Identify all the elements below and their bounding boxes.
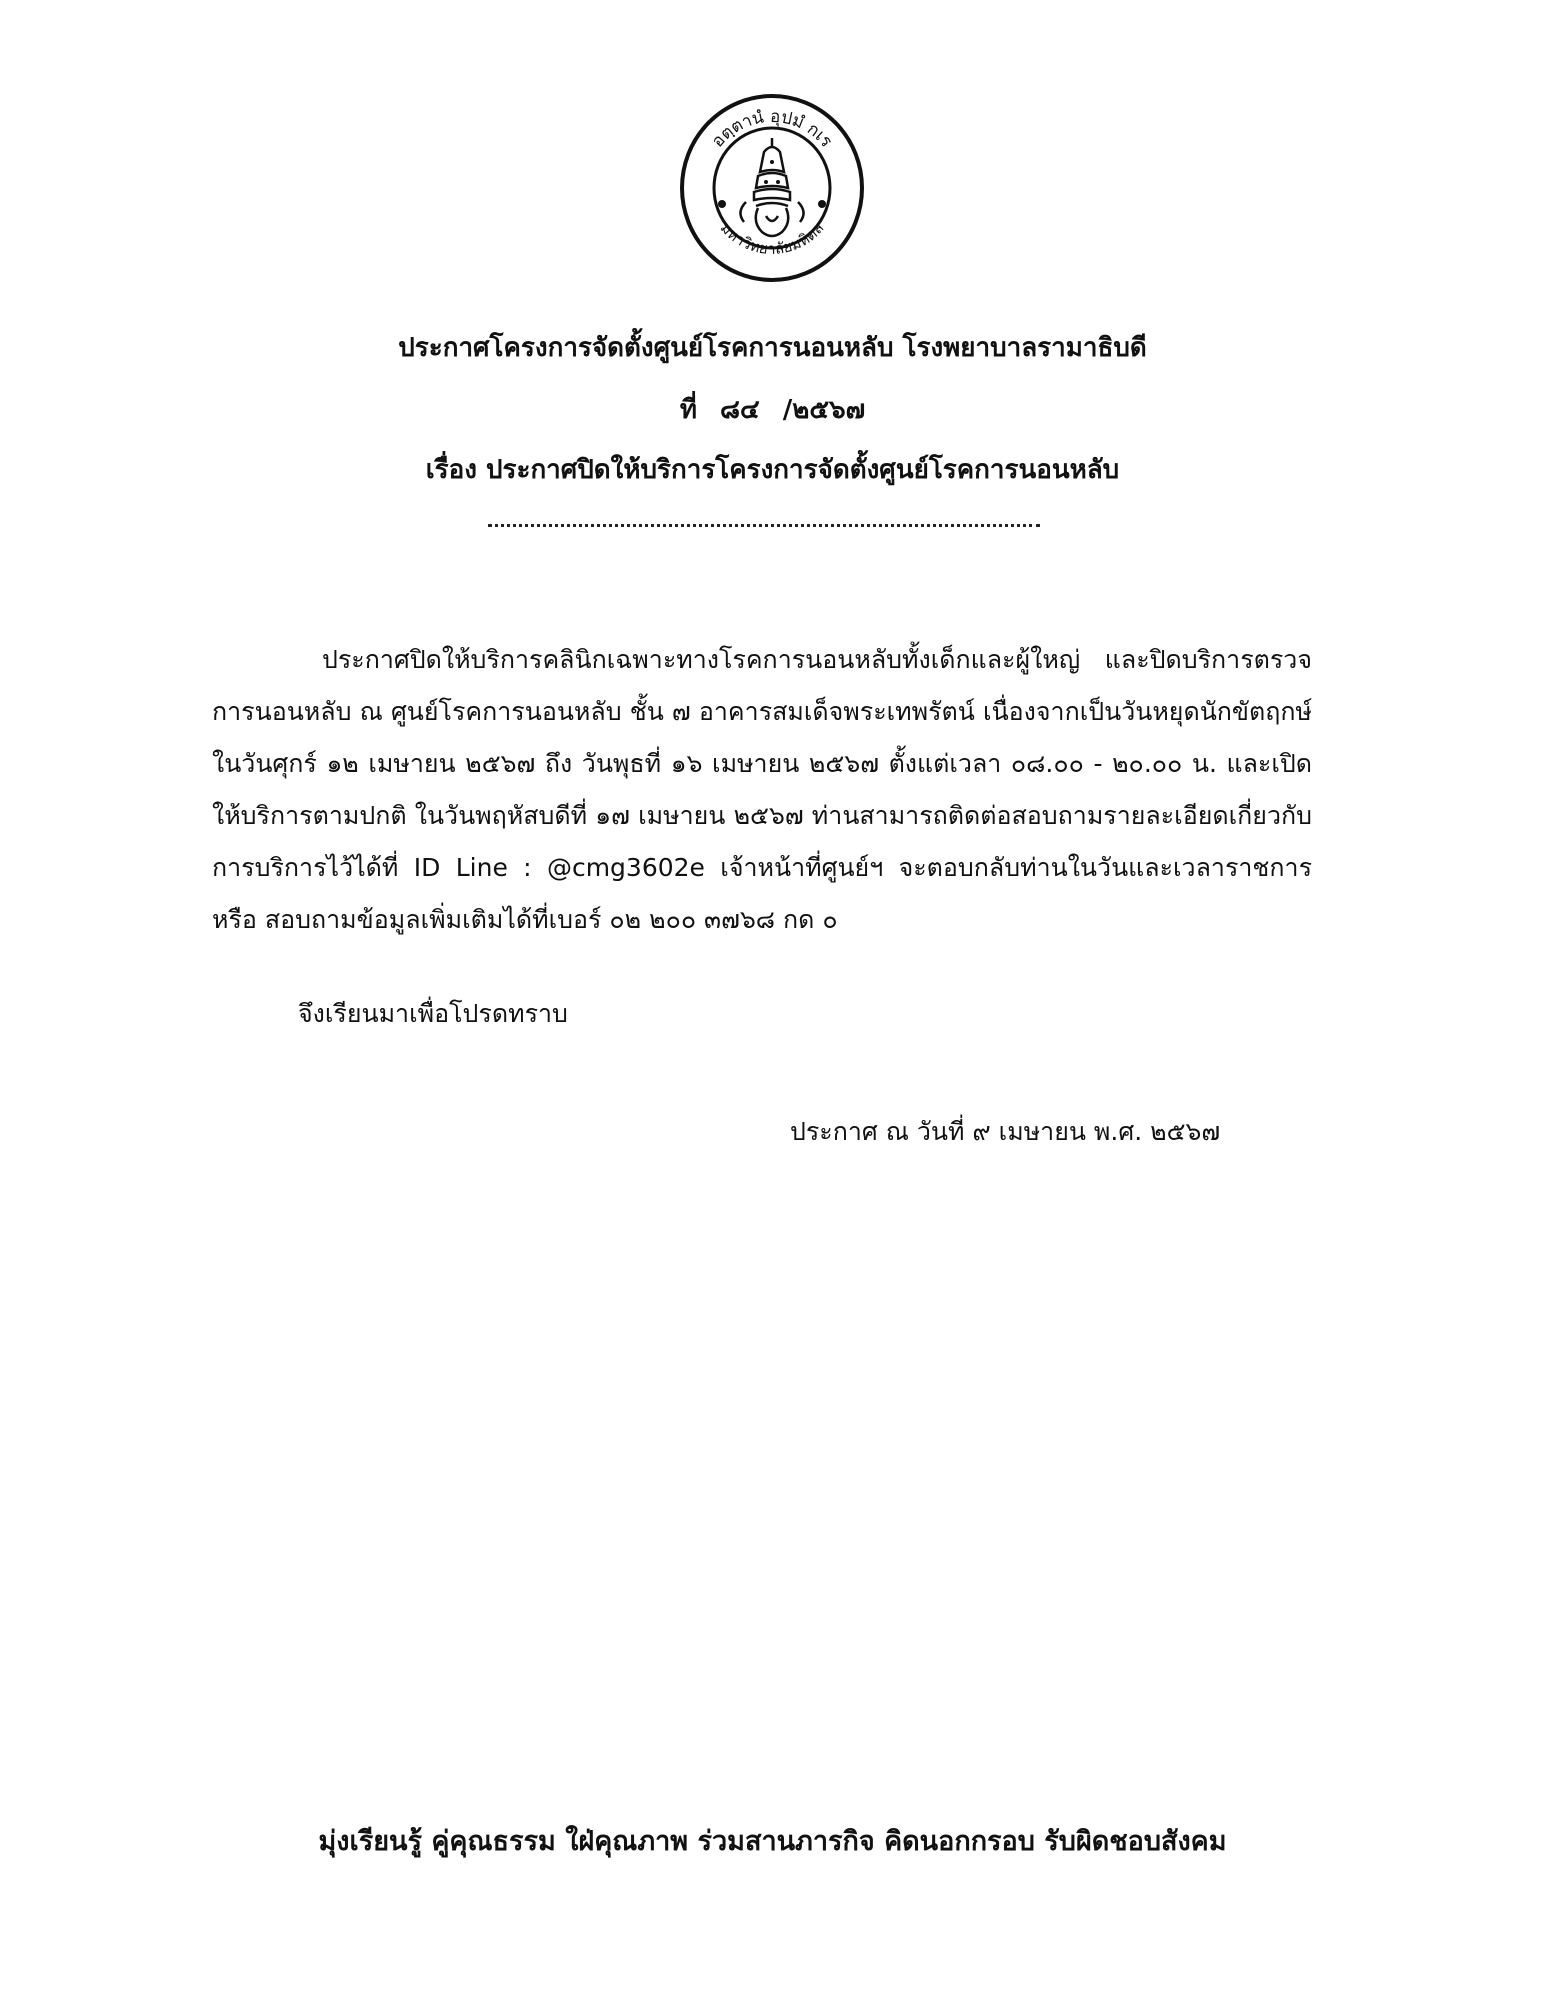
announcement-title: ประกาศโครงการจัดตั้งศูนย์โรคการนอนหลับ โรงพยาบาลรามาธิบดี xyxy=(398,333,1147,363)
mahidol-university-seal xyxy=(676,92,868,284)
seal-university-text: มหาวิทยาลัยมหิดล xyxy=(716,218,828,258)
svg-text:มหาวิทยาลัยมหิดล xyxy=(717,219,828,258)
dotted-divider xyxy=(488,524,1040,527)
announcement-date: ประกาศ ณ วันที่ ๙ เมษายน พ.ศ. ๒๕๖๗ xyxy=(790,1117,1221,1146)
closing-statement: จึงเรียนมาเพื่อโปรดทราบ xyxy=(298,999,568,1028)
announcement-number: ที่ ๘๔ /๒๕๖๗ xyxy=(679,395,866,425)
announcement-subject: เรื่อง ประกาศปิดให้บริการโครงการจัดตั้งศูนย์โรคการนอนหลับ xyxy=(425,455,1120,485)
footer-motto: มุ่งเรียนรู้ คู่คุณธรรม ใฝ่คุณภาพ ร่วมสานภารกิจ คิดนอกกรอบ รับผิดชอบสังคม xyxy=(318,1826,1227,1857)
seal-motto-text: อตฺตานํ อุปมํ กเร xyxy=(707,106,837,152)
announcement-body: ประกาศปิดให้บริการคลินิกเฉพาะทางโรคการนอนหลับทั้งเด็กและผู้ใหญ่ และปิดบริการตรวจการนอนหลับ ณ ศูนย์โรคการนอนหลับ ชั้น ๗ อาคารสมเด็จพระเทพรัตน์ เนื่องจากเป็นวันหยุดนักขัตฤกษ์ ในวันศุกร์ ๑๒ เมษายน ๒๕๖๗ ถึง วันพุธที่ ๑๖ เมษายน ๒๕๖๗ ตั้งแต่เวลา ๐๘.๐๐ - ๒๐.๐๐ น. และเปิดให้บริการตามปกติ ในวันพฤหัสบดีที่ ๑๗ เมษายน ๒๕๖๗ ท่านสามารถติดต่อสอบถามรายละเอียดเกี่ยวกับการบริการไว้ได้ที่ ID Line : @cmg3602e เจ้าหน้าที่ศูนย์ฯ จะตอบกลับท่านในวันและเวลาราชการ หรือ สอบถามข้อมูลเพิ่มเติมได้ที่เบอร์ ๐๒ ๒๐๐ ๓๗๖๘ กด ๐ xyxy=(212,645,1312,934)
